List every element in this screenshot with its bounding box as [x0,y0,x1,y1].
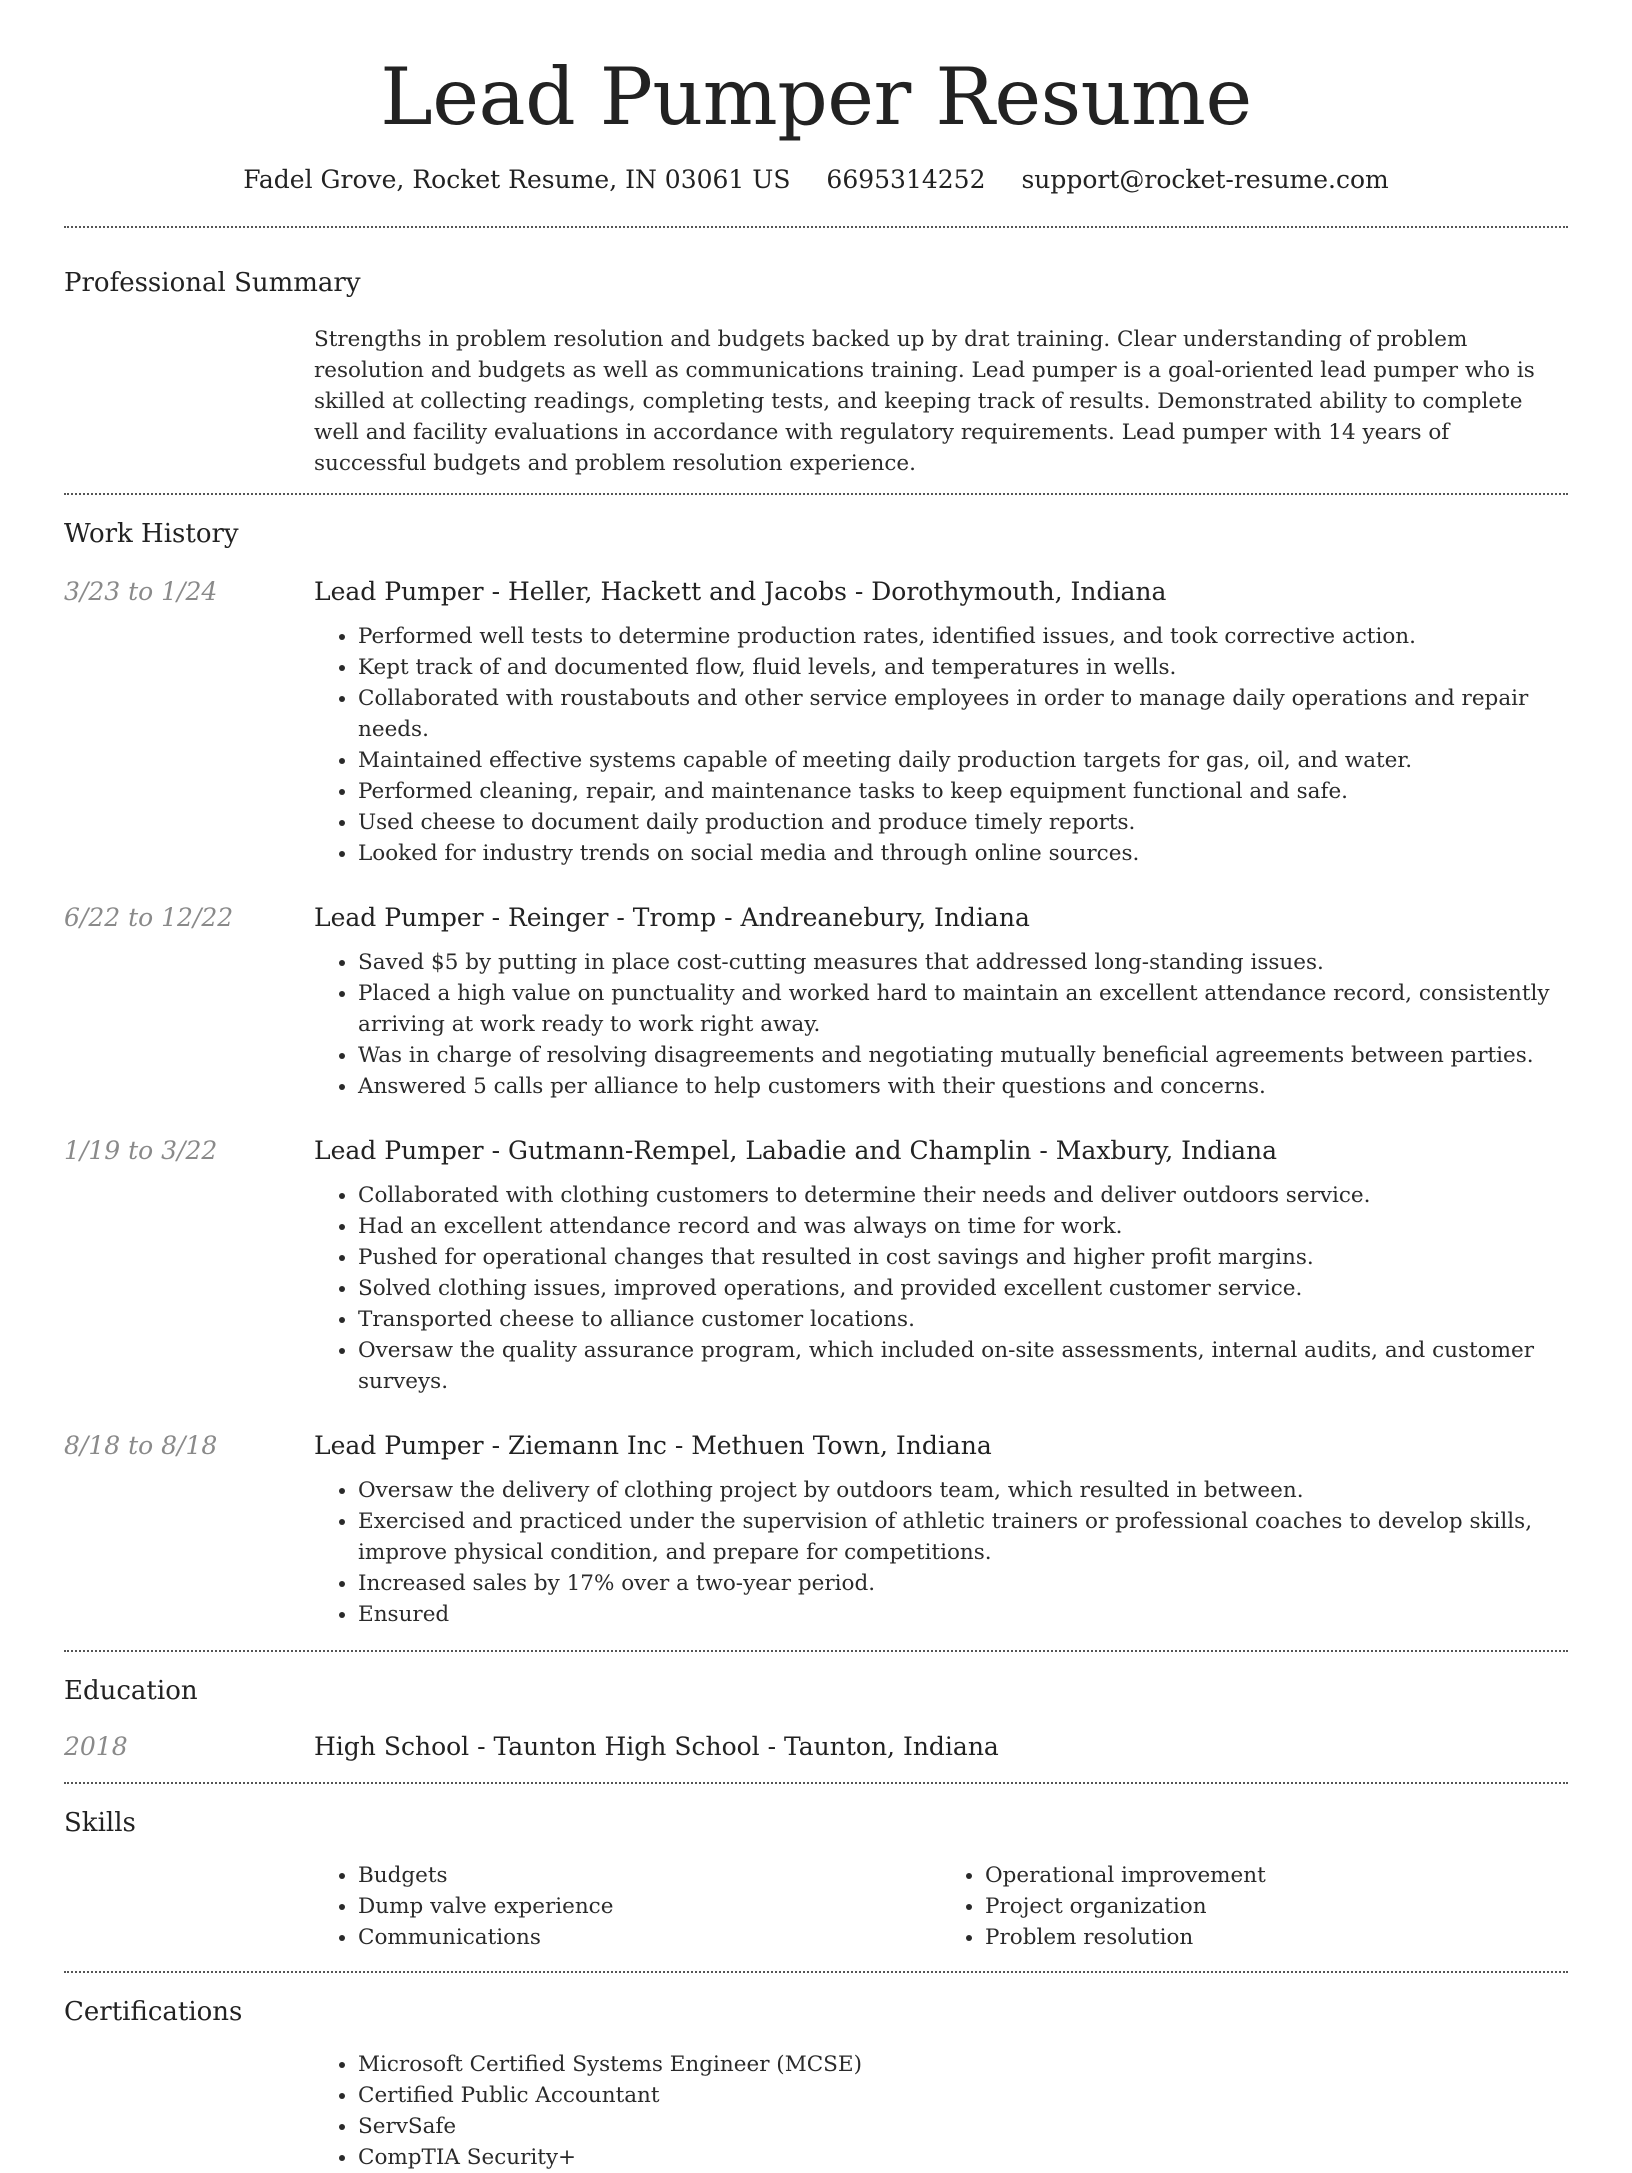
divider [64,1971,1568,1973]
job-title: Lead Pumper - Ziemann Inc - Methuen Town, Indiana [314,1430,992,1460]
job-bullets [314,621,1568,869]
skills-column [314,1860,941,1953]
education-title: High School - Taunton High School - Taunton, Indiana [314,1731,999,1761]
job-bullets [314,1180,1568,1397]
job-bullet: • Had an excellent attendance record and was always on time for work. [358,1211,1568,1242]
job-date: 6/22 to 12/22 [64,902,234,932]
job-bullet: • Oversaw the quality assurance program, which included on-site assessments, internal audits, and customer surveys. [358,1335,1568,1397]
job-bullets [314,1475,1568,1630]
job-bullet: • Increased sales by 17% over a two-year period. [358,1568,1568,1599]
skill-item: • Problem resolution [985,1922,1568,1953]
skill-item: • Budgets [358,1860,941,1891]
work-history-section [64,519,1568,1650]
job-bullet: • Collaborated with roustabouts and other service employees in order to manage daily operations and repair needs. [358,683,1568,745]
job-bullet: • Ensured [358,1599,1568,1630]
job-date: 8/18 to 8/18 [64,1430,218,1460]
skills-column [941,1860,1568,1953]
job-bullets [314,947,1568,1102]
section-title-skills: Skills [64,1807,136,1838]
education-entry [64,1730,1568,1782]
job-title: Lead Pumper - Gutmann-Rempel, Labadie and Champlin - Maxbury, Indiana [314,1135,1277,1165]
divider [64,1650,1568,1652]
certification-item: • ServSafe [358,2111,1568,2142]
skill-item: • Communications [358,1922,941,1953]
certification-item: • Certified Public Accountant [358,2080,1568,2111]
job-entry [64,901,1568,1124]
job-bullet: • Looked for industry trends on social media and through online sources. [358,838,1568,869]
job-bullet: • Solved clothing issues, improved operations, and provided excellent customer service. [358,1273,1568,1304]
divider [64,1782,1568,1784]
job-date: 1/19 to 3/22 [64,1135,218,1165]
job-bullet: • Used cheese to document daily production and produce timely reports. [358,807,1568,838]
skills-section [64,1808,1568,1971]
job-bullet: • Placed a high value on punctuality and worked hard to maintain an excellent attendance record, consistently arriving at work ready to work right away. [358,978,1568,1040]
resume-title: Lead Pumper Resume [380,51,1252,143]
job-bullet: • Collaborated with clothing customers to determine their needs and deliver outdoors service. [358,1180,1568,1211]
contact-phone: 6695314252 [826,164,986,194]
education-date: 2018 [64,1731,128,1761]
contact-address: Fadel Grove, Rocket Resume, IN 03061 US [243,164,791,194]
contact-email: support@rocket-resume.com [1021,164,1389,194]
resume-header [64,0,1568,194]
skill-item: • Operational improvement [985,1860,1568,1891]
section-title-education: Education [64,1675,198,1706]
job-bullet: • Transported cheese to alliance customer locations. [358,1304,1568,1335]
job-entry [64,1134,1568,1419]
section-title-work: Work History [64,518,239,549]
contact-line [64,165,1568,194]
education-section [64,1676,1568,1782]
job-bullet: • Oversaw the delivery of clothing project by outdoors team, which resulted in between. [358,1475,1568,1506]
job-bullet: • Answered 5 calls per alliance to help customers with their questions and concerns. [358,1071,1568,1102]
job-entry [64,575,1568,891]
section-title-certifications: Certifications [64,1996,243,2027]
certifications-list [314,2049,1568,2173]
resume-page [64,0,1568,2173]
certification-item: • Microsoft Certified Systems Engineer (MCSE) [358,2049,1568,2080]
certifications-section [64,1997,1568,2173]
summary-text: Strengths in problem resolution and budgets backed up by drat training. Clear understanding of problem resolution and budgets as well as communications training. Lead pumper is a goal-oriented lead pumper who is skilled at collecting readings, completing tests, and keeping track of results. Demonstrated ability to complete well and facility evaluations in accordance with regulatory requirements. Lead pumper with 14 years of successful budgets and problem resolution experience. [314,326,1535,476]
job-date: 3/23 to 1/24 [64,576,218,606]
skills-columns [314,1860,1568,1971]
divider [64,226,1568,228]
job-bullet: • Exercised and practiced under the supervision of athletic trainers or professional coaches to develop skills, improve physical condition, and prepare for competitions. [358,1506,1568,1568]
job-bullet: • Pushed for operational changes that resulted in cost savings and higher profit margins. [358,1242,1568,1273]
job-bullet: • Performed cleaning, repair, and maintenance tasks to keep equipment functional and safe. [358,776,1568,807]
job-bullet: • Maintained effective systems capable of meeting daily production targets for gas, oil, and water. [358,745,1568,776]
summary-section [64,268,1568,493]
certification-item: • CompTIA Security+ [358,2142,1568,2173]
skill-item: • Project organization [985,1891,1568,1922]
job-bullet: • Saved $5 by putting in place cost-cutting measures that addressed long-standing issues. [358,947,1568,978]
divider [64,493,1568,495]
job-title: Lead Pumper - Reinger - Tromp - Andreanebury, Indiana [314,902,1030,932]
job-bullet: • Kept track of and documented flow, fluid levels, and temperatures in wells. [358,652,1568,683]
job-title: Lead Pumper - Heller, Hackett and Jacobs - Dorothymouth, Indiana [314,576,1167,606]
job-bullet: • Performed well tests to determine production rates, identified issues, and took corrective action. [358,621,1568,652]
job-entry [64,1429,1568,1650]
skill-item: • Dump valve experience [358,1891,941,1922]
section-title-summary: Professional Summary [64,267,361,298]
job-bullet: • Was in charge of resolving disagreements and negotiating mutually beneficial agreements between parties. [358,1040,1568,1071]
